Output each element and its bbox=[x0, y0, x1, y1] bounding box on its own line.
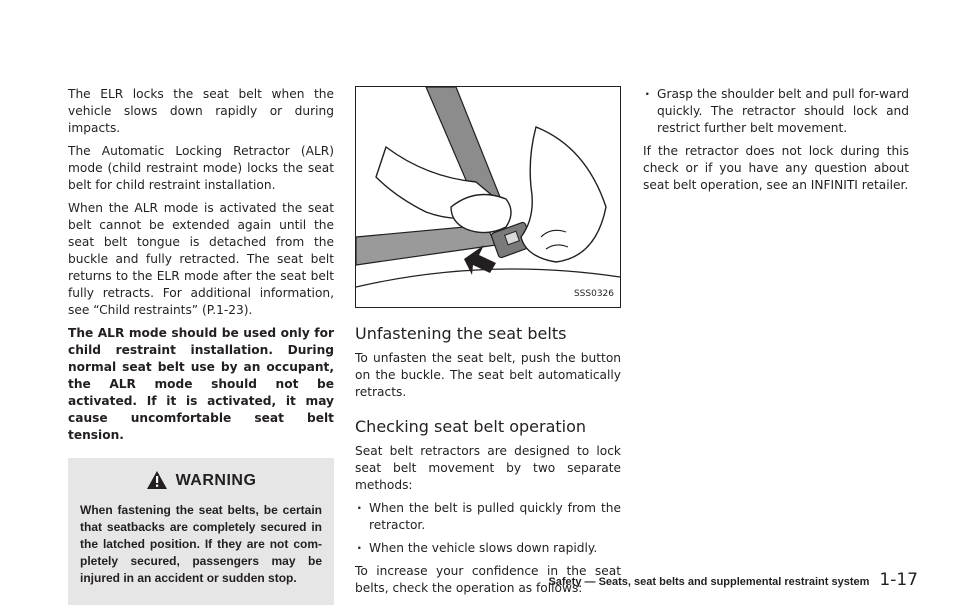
column-right bbox=[643, 86, 909, 200]
paragraph-alr-caution: The ALR mode should be used only for child restraint installation. During normal seat belt use by an occupant, the ALR mode should not be activated. If it is activated, it may cause uncomfortable seat belt tension. bbox=[68, 326, 334, 442]
paragraph-alr: The Automatic Locking Retractor (ALR) mode (child restraint mode) locks the seat belt for child restraint installation. bbox=[68, 144, 334, 192]
column-left bbox=[68, 86, 334, 605]
seat-belt-buckle-illustration bbox=[355, 86, 621, 308]
page-footer bbox=[548, 570, 918, 590]
check-steps-list bbox=[643, 86, 909, 137]
heading-unfastening: Unfastening the seat belts bbox=[355, 324, 567, 343]
paragraph-elr: The ELR locks the seat belt when the vehicle slows down rapidly or during impacts. bbox=[68, 87, 334, 135]
paragraph-retailer: If the retractor does not lock during this check or if you have any question about seat belt operation, see an INFINITI retailer. bbox=[643, 144, 909, 192]
list-item: . When the belt is pulled quickly from the retractor. bbox=[355, 500, 621, 534]
list-item: . When the vehicle slows down rapidly. bbox=[355, 540, 621, 557]
page-number: 1-17 bbox=[879, 570, 918, 590]
column-middle bbox=[355, 86, 621, 603]
buckle-drawing bbox=[356, 87, 620, 307]
paragraph-confidence: To increase your confidence in the seat belts, check the operation as follows: bbox=[355, 564, 621, 595]
retractor-methods-list bbox=[355, 500, 621, 557]
paragraph-unfasten: To unfasten the seat belt, push the button on the buckle. The seat belt automatically retracts. bbox=[355, 351, 621, 399]
figure-code: SSS0326 bbox=[573, 289, 614, 299]
paragraph-retractors: Seat belt retractors are designed to lock seat belt movement by two separate methods: bbox=[355, 444, 621, 492]
footer-section-title: Safety — Seats, seat belts and supplemental restraint system bbox=[548, 576, 870, 588]
paragraph-alr-activated: When the ALR mode is activated the seat belt cannot be extended again until the seat belt tongue is detached from the buckle and fully retracted. The seat belt returns to the ELR mode after the seat belt fully retracts. For additional information, see “Child restraints” (P.1-23). bbox=[68, 201, 334, 317]
heading-checking: Checking seat belt operation bbox=[355, 417, 587, 436]
warning-text: When fastening the seat belts, be certain that seatbacks are completely secured in the latched position. If they are not com-pletely secured, passengers may be injured in an accident or sudden stop. bbox=[80, 503, 322, 585]
warning-title: WARNING bbox=[175, 471, 257, 489]
list-item: . Grasp the shoulder belt and pull for-ward quickly. The retractor should lock and restrict further belt movement. bbox=[643, 86, 909, 137]
warning-box bbox=[68, 458, 334, 605]
warning-header bbox=[80, 470, 322, 490]
warning-triangle-icon bbox=[146, 470, 168, 490]
